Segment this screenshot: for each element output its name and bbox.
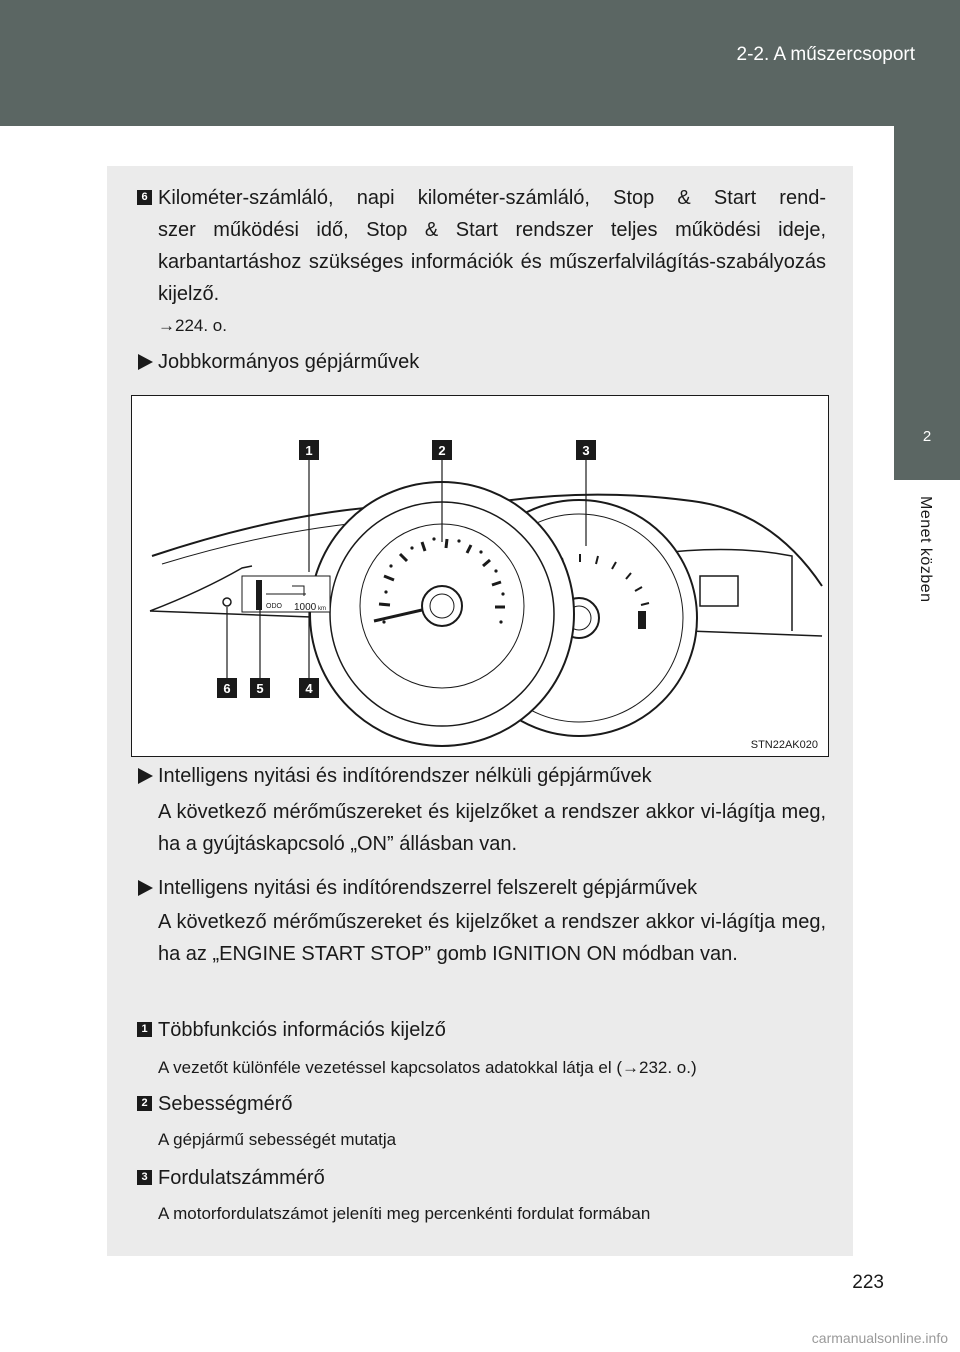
callout-5 (250, 610, 270, 698)
callout-6 (217, 607, 237, 698)
section-heading-2: Intelligens nyitási és indítórendszerrel felszerelt gépjárművek (158, 877, 698, 899)
item-title-2: Sebességmérő (158, 1093, 293, 1115)
instrument-cluster-figure (131, 395, 829, 757)
section-body-1: A következő mérőműszereket és kijelzőket a rendszer akkor vi-lágítja meg, ha a gyújtáskapcsoló „ON” állásban van. (158, 801, 826, 855)
intro-ref: →224. o. (158, 316, 227, 335)
svg-text:2: 2 (438, 443, 446, 458)
svg-text:5: 5 (256, 681, 264, 696)
chapter-number: 2 (922, 428, 932, 445)
svg-text:6: 6 (223, 681, 231, 696)
section-body-2: A következő mérőműszereket és kijelzőket a rendszer akkor vi-lágítja meg, ha az „ENGINE START STOP” gomb IGNITION ON módban van. (158, 911, 826, 965)
badge-2: 2 (137, 1096, 152, 1111)
svg-text:1: 1 (305, 443, 313, 458)
figure-code: STN22AK020 (750, 739, 818, 751)
section-title: 2-2. A műszercsoport (736, 44, 915, 65)
intro-text: szer működési idő, Stop & Start rendszer teljes működési ideje, karbantartáshoz szükséges információk és műszerfalvilágítás-szabályozás kijelző. (158, 219, 826, 305)
odo-value: 1000 (294, 602, 317, 613)
page-header (0, 0, 960, 126)
item-title-3: Fordulatszámmérő (158, 1167, 325, 1189)
chapter-tab (894, 390, 960, 480)
svg-text:4: 4 (305, 681, 313, 696)
odo-label: ODO (266, 603, 282, 610)
instrument-cluster-illustration (132, 396, 828, 756)
odo-unit: km (318, 606, 326, 612)
item-desc-1: A vezetőt különféle vezetéssel kapcsolatos adatokkal látja el (→232. o.) (158, 1058, 697, 1077)
badge-1: 1 (137, 1022, 152, 1037)
arrow-bullet-icon (138, 768, 153, 784)
badge-6: 6 (137, 190, 152, 205)
badge-3: 3 (137, 1170, 152, 1185)
callout-1 (299, 440, 319, 572)
knob-icon (223, 598, 231, 606)
watermark: carmanualsonline.info (811, 1330, 948, 1346)
chapter-label-text: Menet közben (917, 496, 934, 603)
arrow-bullet-icon (138, 354, 153, 370)
chapter-label (894, 480, 960, 650)
intro-line1: Kilométer-számláló, napi kilométer-számláló, Stop & Start rend- (158, 187, 826, 209)
item-desc-3: A motorfordulatszámot jeleníti meg percenkénti fordulat formában (158, 1204, 651, 1223)
item-title-1: Többfunkciós információs kijelző (158, 1019, 446, 1041)
section-heading-1: Intelligens nyitási és indítórendszer nélküli gépjárművek (158, 765, 652, 787)
svg-text:3: 3 (582, 443, 590, 458)
item-desc-2: A gépjármű sebességét mutatja (158, 1130, 397, 1149)
page-number: 223 (852, 1272, 884, 1293)
side-strip (894, 126, 960, 390)
rhd-heading: Jobbkormányos gépjárművek (158, 351, 420, 373)
warning-lamp-window (700, 576, 738, 606)
arrow-bullet-icon (138, 880, 153, 896)
